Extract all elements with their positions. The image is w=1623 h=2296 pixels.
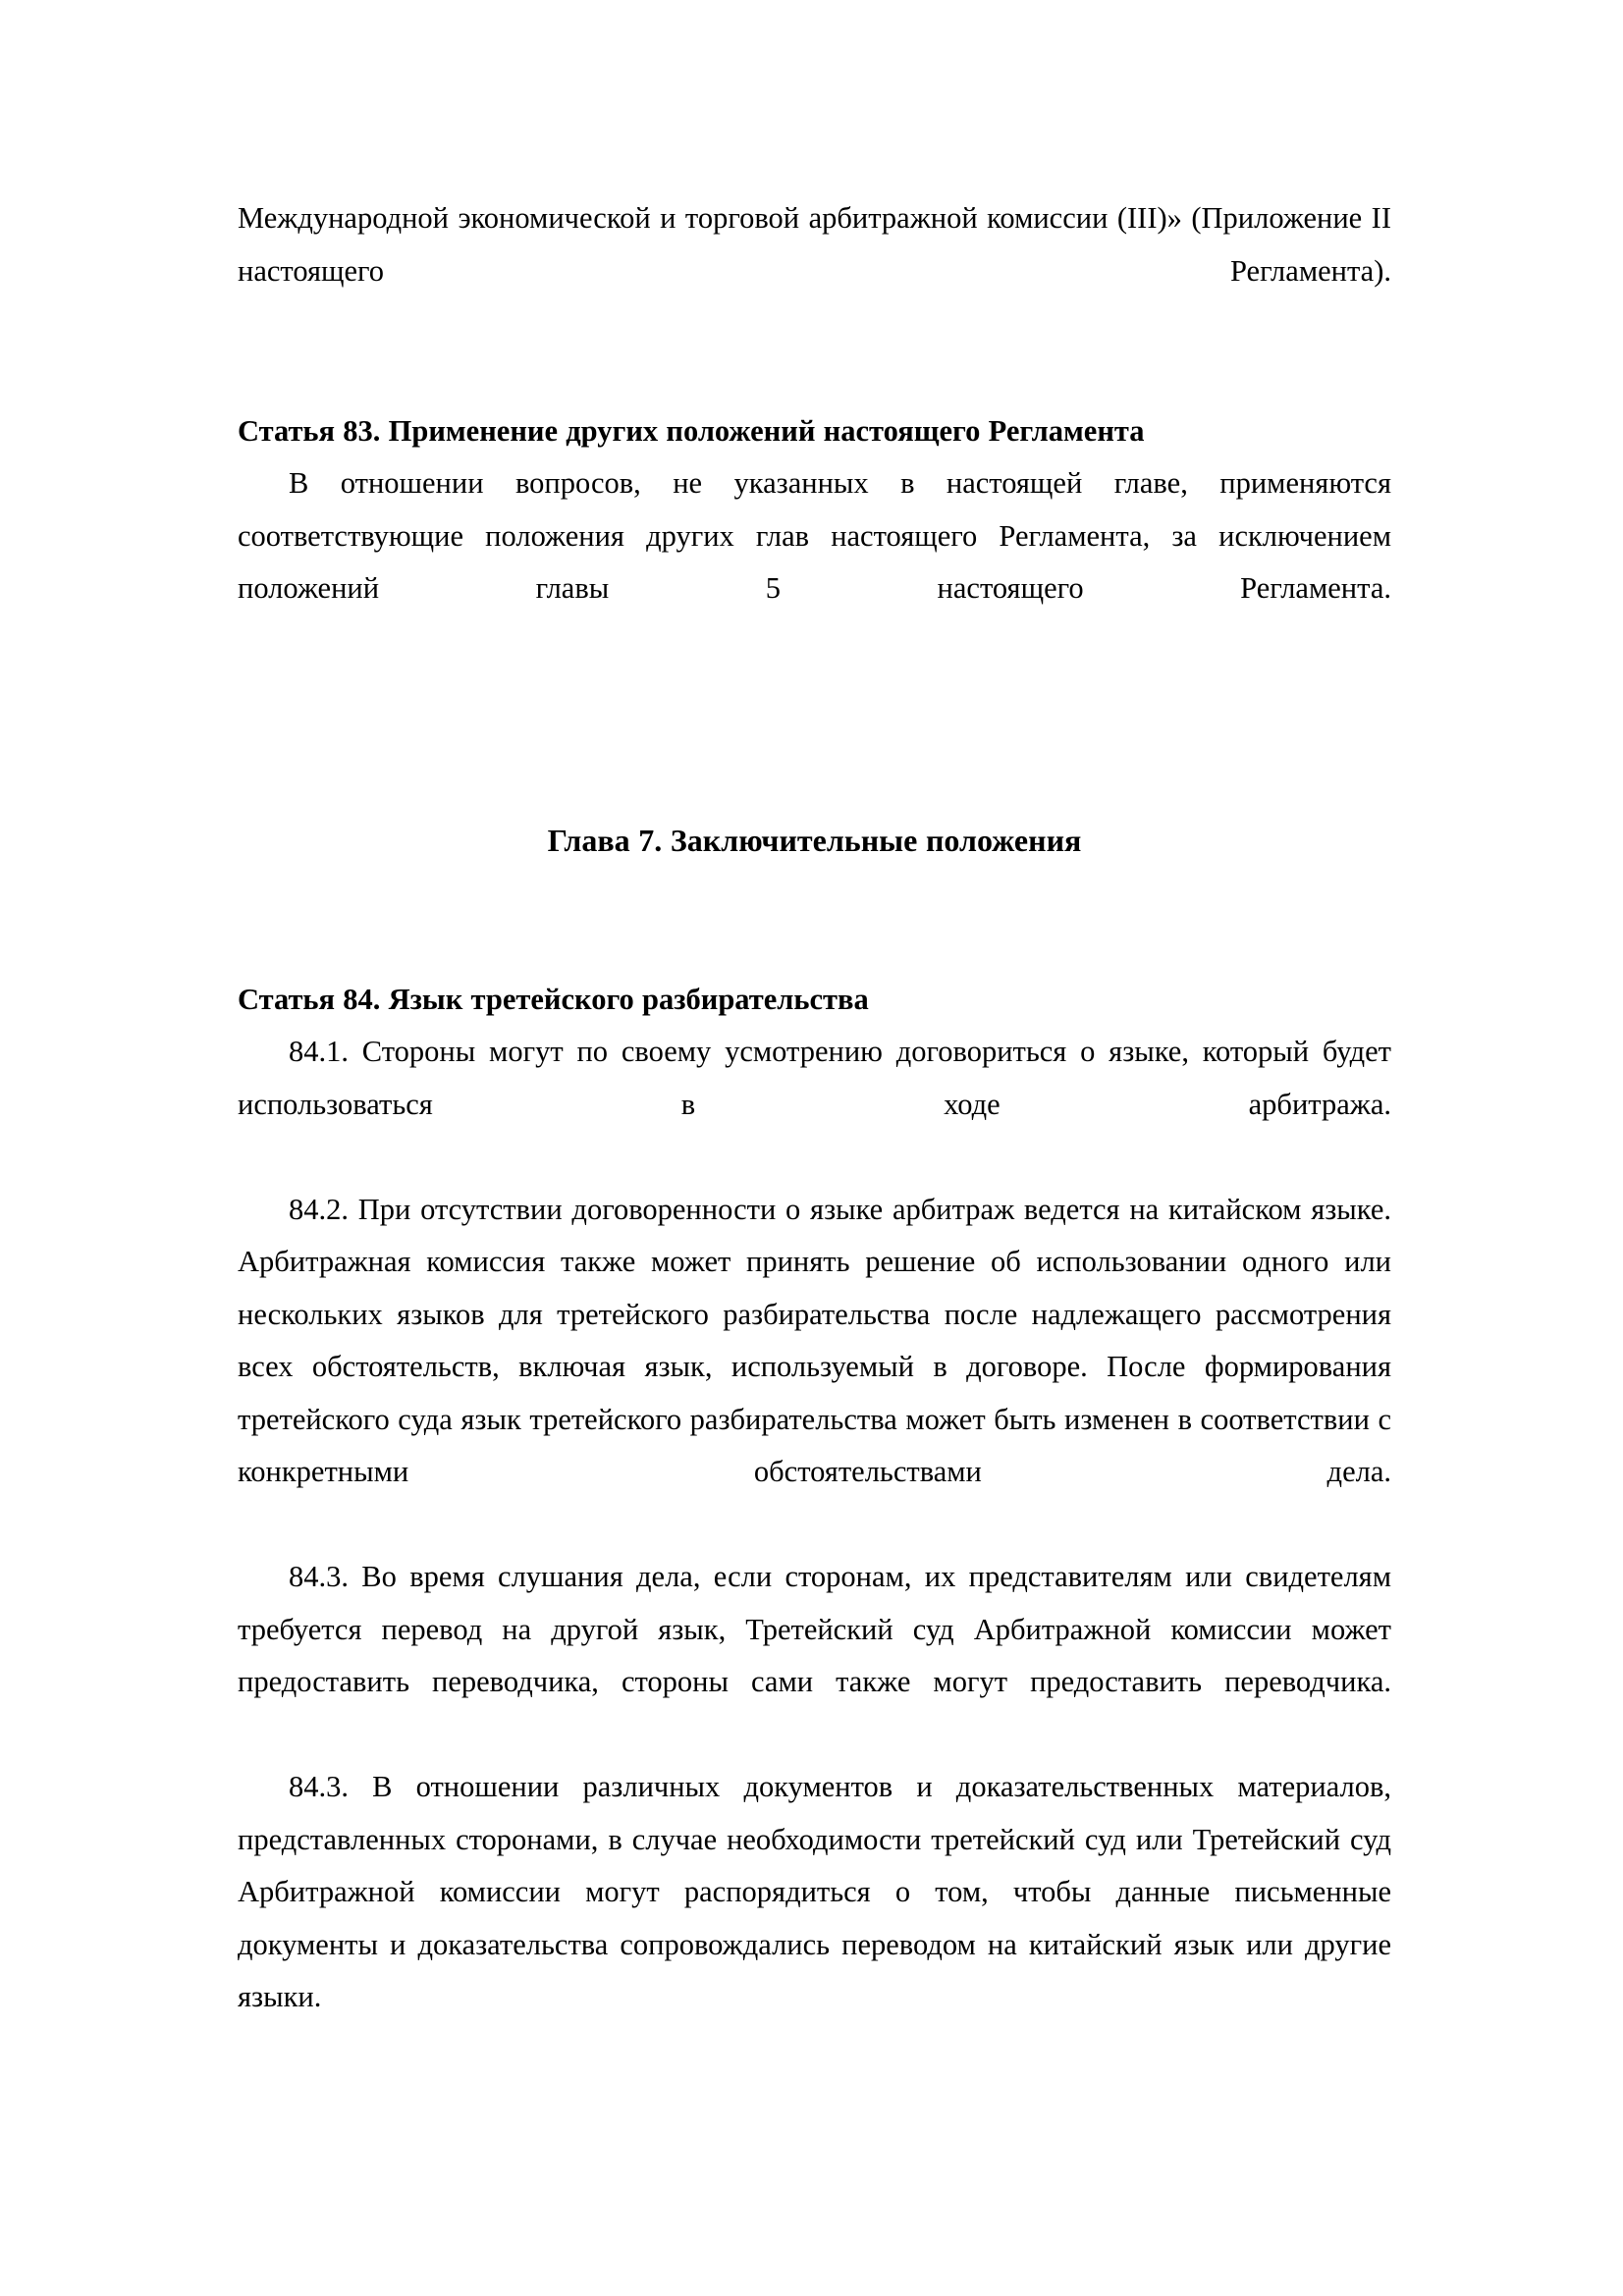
spacer [238, 667, 1391, 815]
clause-84-3-b: 84.3. В отношении различных документов и доказательственных материалов, представленных сторонами, в случае необходимости третейский суд или Третейский суд Арбитражной комиссии могут распорядиться о том, чтобы данные письменные документы и доказательства сопровождались переводом на китайский язык или другие языки. [238, 1770, 1391, 2013]
spacer [238, 350, 1391, 405]
continued-paragraph: Международной экономической и торговой арбитражной комиссии (III)» (Приложение II настоящего Регламента). [238, 201, 1391, 288]
chapter-7-title: Глава 7. Заключительные положения [547, 823, 1082, 858]
clause-84-3-a: 84.3. Во время слушания дела, если сторонам, их представителям или свидетелям требуется перевод на другой язык, Третейский суд Арбитражной комиссии может предоставить переводчика, стороны сами также могут предоставить переводчика. [238, 1560, 1391, 1698]
article-83-paragraph: В отношении вопросов, не указанных в настоящей главе, применяются соответствующие положения других глав настоящего Регламента, за исключением положений главы 5 настоящего Регламента. [238, 466, 1391, 605]
page-content [238, 192, 1391, 2076]
clause-84-1: 84.1. Стороны могут по своему усмотрению договориться о языке, который будет использоваться в ходе арбитража. [238, 1035, 1391, 1121]
article-84-heading: Статья 84. Язык третейского разбирательства [238, 982, 869, 1016]
spacer [238, 868, 1391, 974]
article-83-heading: Статья 83. Применение других положений настоящего Регламента [238, 413, 1145, 448]
clause-84-2: 84.2. При отсутствии договоренности о языке арбитраж ведется на китайском языке. Арбитражная комиссия также может принять решение об использовании одного или нескольких языков для третейского разбирательства после надлежащего рассмотрения всех обстоятельств, включая язык, используемый в договоре. После формирования третейского суда язык третейского разбирательства может быть изменен в соответствии с конкретными обстоятельствами дела. [238, 1192, 1391, 1488]
